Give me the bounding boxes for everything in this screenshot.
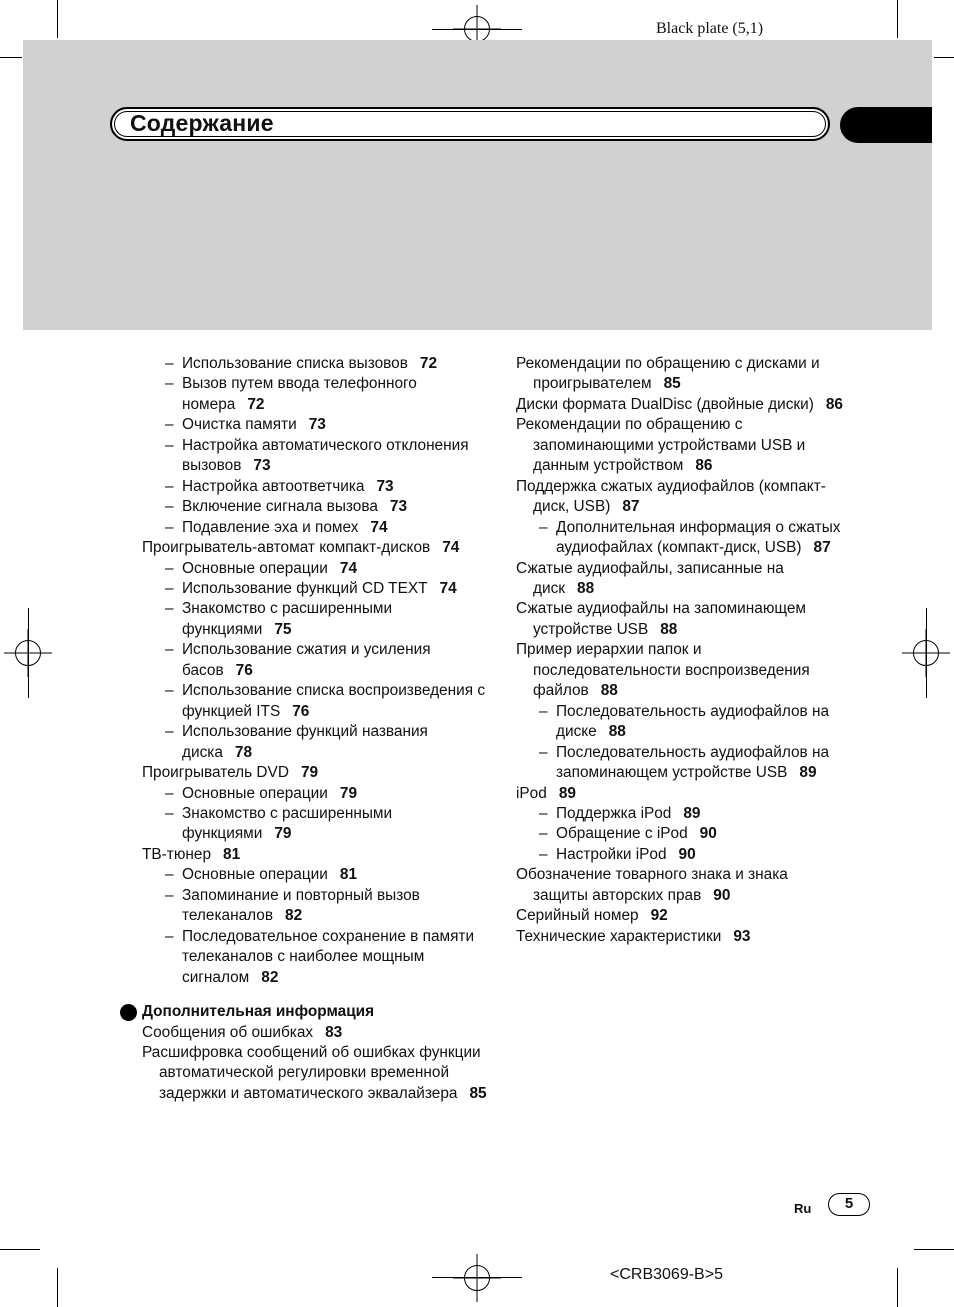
toc-entry[interactable]: – Использование функций названия диска 78 [142, 722, 492, 763]
toc-entry[interactable]: – Основные операции 74 [142, 559, 492, 579]
toc-entry[interactable]: – Использование списка вызовов 72 [142, 354, 492, 374]
section-tab [840, 107, 932, 143]
toc-entry[interactable]: – Подавление эха и помех 74 [142, 518, 492, 538]
crop-mark [914, 1249, 954, 1250]
toc-entry[interactable]: – Настройки iPod 90 [516, 845, 846, 865]
toc-entry[interactable]: – Вызов путем ввода телефонного номера 72 [142, 374, 492, 415]
toc-entry[interactable]: – Очистка памяти 73 [142, 415, 492, 435]
toc-entry[interactable]: Проигрыватель-автомат компакт-дисков 74 [142, 539, 460, 557]
page-title: Содержание [130, 110, 274, 136]
page-number: 5 [828, 1193, 870, 1216]
toc-entry[interactable]: – Последовательность аудиофайлов на запоминающем устройстве USB 89 [516, 743, 846, 784]
toc-column-right [516, 354, 846, 947]
toc-entry[interactable]: Поддержка сжатых аудиофайлов (компакт-диск, USB) 87 [516, 477, 826, 516]
toc-column-left [142, 354, 492, 1104]
crop-mark [897, 0, 898, 38]
toc-entry[interactable]: – Поддержка iPod 89 [516, 804, 846, 824]
header-band [23, 40, 932, 330]
toc-entry[interactable]: – Дополнительная информация о сжатых аудиофайлах (компакт-диск, USB) 87 [516, 518, 846, 559]
toc-entry[interactable]: Серийный номер 92 [516, 907, 668, 925]
toc-entry[interactable]: Проигрыватель DVD 79 [142, 764, 319, 782]
section-bullet-icon [120, 1004, 137, 1021]
toc-entry[interactable]: Сообщения об ошибках 83 [142, 1023, 343, 1041]
toc-entry[interactable]: – Использование функций CD TEXT 74 [142, 579, 492, 599]
registration-mark-icon [15, 640, 41, 666]
crop-mark [0, 57, 22, 58]
toc-entry[interactable]: – Обращение с iPod 90 [516, 824, 846, 844]
registration-mark-icon [464, 16, 490, 42]
toc-entry[interactable]: Рекомендации по обращению с запоминающими устройствами USB и данным устройством 86 [516, 416, 806, 475]
toc-entry[interactable]: – Основные операции 81 [142, 865, 492, 885]
document-code: <CRB3069-B>5 [610, 1266, 723, 1283]
crop-mark [897, 1268, 898, 1307]
crop-mark [934, 57, 954, 58]
toc-entry[interactable]: – Последовательность аудиофайлов на диске 88 [516, 702, 846, 743]
plate-label: Black plate (5,1) [656, 20, 764, 37]
section-heading[interactable]: Дополнительная информация [142, 1002, 492, 1022]
toc-entry[interactable]: Пример иерархии папок и последовательности воспроизведения файлов 88 [516, 641, 810, 700]
toc-entry[interactable]: Технические характеристики 93 [516, 927, 751, 945]
crop-mark [57, 0, 58, 38]
toc-entry[interactable]: – Использование списка воспроизведения с функцией ITS 76 [142, 681, 492, 722]
registration-mark-icon [464, 1265, 490, 1291]
toc-entry[interactable]: iPod 89 [516, 784, 576, 802]
toc-entry[interactable]: – Использование сжатия и усиления басов 76 [142, 640, 492, 681]
crop-mark [0, 1249, 40, 1250]
toc-entry[interactable]: – Знакомство с расширенными функциями 75 [142, 599, 492, 640]
toc-entry[interactable]: Обозначение товарного знака и знака защиты авторских прав 90 [516, 866, 788, 904]
language-label: Ru [794, 1201, 812, 1216]
toc-entry[interactable]: Расшифровка сообщений об ошибках функции автоматической регулировки временной задержки и автоматического эквалайзера 85 [142, 1043, 487, 1102]
crop-mark [57, 1268, 58, 1307]
toc-entry[interactable]: – Последовательное сохранение в памяти телеканалов с наиболее мощным сигналом 82 [142, 927, 492, 988]
toc-entry[interactable]: – Основные операции 79 [142, 784, 492, 804]
toc-entry[interactable]: – Настройка автоответчика 73 [142, 477, 492, 497]
toc-entry[interactable]: Сжатые аудиофайлы, записанные на диск 88 [516, 559, 784, 597]
toc-entry[interactable]: Сжатые аудиофайлы на запоминающем устройстве USB 88 [516, 600, 807, 638]
toc-entry[interactable]: – Знакомство с расширенными функциями 79 [142, 804, 492, 845]
toc-entry[interactable]: ТВ-тюнер 81 [142, 845, 241, 863]
toc-entry[interactable]: Рекомендации по обращению с дисками и проигрывателем 85 [516, 355, 820, 393]
toc-entry[interactable]: – Настройка автоматического отклонения вызовов 73 [142, 436, 492, 477]
toc-entry[interactable]: Диски формата DualDisc (двойные диски) 86 [516, 395, 843, 413]
toc-entry[interactable]: – Запоминание и повторный вызов телеканалов 82 [142, 886, 492, 927]
registration-mark-icon [913, 640, 939, 666]
toc-entry[interactable]: – Включение сигнала вызова 73 [142, 497, 492, 517]
